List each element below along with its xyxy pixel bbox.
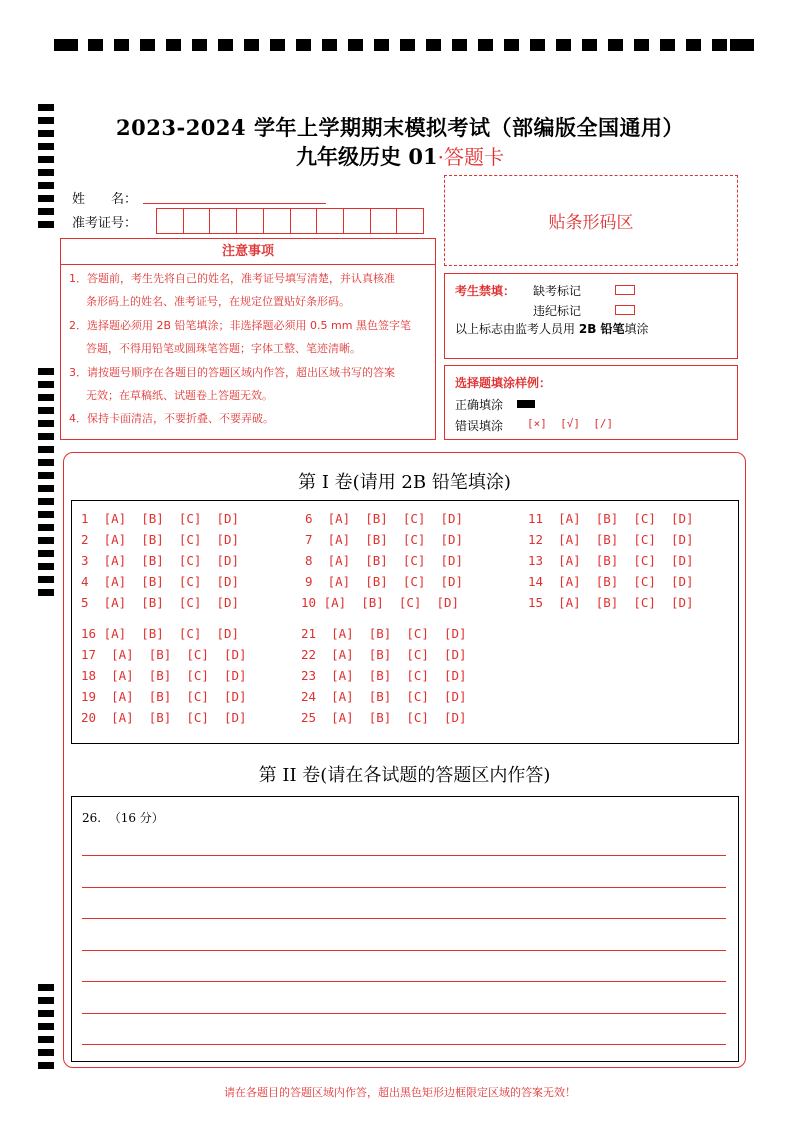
wrong-fill-label: 错误填涂: [455, 419, 504, 433]
violation-mark-label: 违纪标记: [533, 304, 582, 318]
mcq-row[interactable]: 5 [A] [B] [C] [D]: [81, 595, 240, 610]
mcq-row[interactable]: 4 [A] [B] [C] [D]: [81, 574, 240, 589]
mcq-row[interactable]: 16 [A] [B] [C] [D]: [81, 626, 240, 641]
mcq-row[interactable]: 8 [A] [B] [C] [D]: [305, 553, 464, 568]
forbid-label: 考生禁填：: [455, 284, 516, 298]
mcq-row[interactable]: 13 [A] [B] [C] [D]: [528, 553, 694, 568]
mcq-row[interactable]: 19 [A] [B] [C] [D]: [81, 689, 247, 704]
forbid-note-bold: 2B 铅笔: [578, 322, 625, 336]
answer-card-label: 答题卡: [443, 145, 504, 169]
answer-line[interactable]: [82, 950, 726, 951]
note-line: 2．选择题必须用 2B 铅笔填涂；非选择题必须用 0.5 mm 黑色签字笔: [69, 319, 411, 332]
fill-example-label: 选择题填涂样例：: [455, 376, 552, 390]
mcq-row[interactable]: 10 [A] [B] [C] [D]: [301, 595, 460, 610]
note-line: 4．保持卡面清洁，不要折叠、不要弄破。: [69, 412, 274, 425]
mcq-row[interactable]: 25 [A] [B] [C] [D]: [301, 710, 467, 725]
essay-answer-box[interactable]: [71, 796, 739, 1062]
mcq-row[interactable]: 21 [A] [B] [C] [D]: [301, 626, 467, 641]
barcode-area: [444, 175, 738, 266]
answer-line[interactable]: [82, 1044, 726, 1045]
fill-example-panel: [444, 365, 738, 440]
mcq-row[interactable]: 11 [A] [B] [C] [D]: [528, 511, 694, 526]
title-separator: ·: [437, 145, 444, 169]
note-line: 条形码上的姓名、准考证号，在规定位置贴好条形码。: [86, 295, 350, 308]
mcq-row[interactable]: 24 [A] [B] [C] [D]: [301, 689, 467, 704]
answer-line[interactable]: [82, 1013, 726, 1014]
part1-title: 第 I 卷(请用 2B 铅笔填涂): [298, 472, 511, 493]
exam-id-label: 准考证号：: [72, 216, 138, 231]
correct-fill-label: 正确填涂: [455, 398, 504, 412]
forbid-note-pre: 以上标志由监考人员用: [455, 322, 576, 336]
mcq-row[interactable]: 7 [A] [B] [C] [D]: [305, 532, 464, 547]
note-line: 无效；在草稿纸、试题卷上答题无效。: [86, 389, 273, 402]
answer-line[interactable]: [82, 918, 726, 919]
exam-id-boxes[interactable]: [156, 208, 424, 234]
mcq-row[interactable]: 12 [A] [B] [C] [D]: [528, 532, 694, 547]
mcq-row[interactable]: 17 [A] [B] [C] [D]: [81, 647, 247, 662]
answer-line[interactable]: [82, 981, 726, 982]
mcq-row[interactable]: 6 [A] [B] [C] [D]: [305, 511, 464, 526]
mcq-row[interactable]: 9 [A] [B] [C] [D]: [305, 574, 464, 589]
mcq-row[interactable]: 3 [A] [B] [C] [D]: [81, 553, 240, 568]
forbid-note-post: 填涂: [624, 322, 649, 336]
barcode-label: 贴条形码区: [548, 213, 634, 233]
part2-title: 第 II 卷(请在各试题的答题区内作答): [258, 765, 551, 786]
mcq-row[interactable]: 14 [A] [B] [C] [D]: [528, 574, 694, 589]
mcq-answer-box: [71, 500, 739, 744]
answer-line[interactable]: [82, 855, 726, 856]
absent-mark-label: 缺考标记: [533, 284, 582, 298]
mcq-row[interactable]: 22 [A] [B] [C] [D]: [301, 647, 467, 662]
exam-title: 2023-2024 学年上学期期末模拟考试（部编版全国通用）: [116, 115, 684, 140]
mcq-row[interactable]: 1 [A] [B] [C] [D]: [81, 511, 240, 526]
question-26-label: 26. （16 分）: [82, 811, 164, 825]
mcq-row[interactable]: 18 [A] [B] [C] [D]: [81, 668, 247, 683]
absent-mark-box[interactable]: [615, 285, 635, 295]
violation-mark-box[interactable]: [615, 305, 635, 315]
filled-example-icon: [517, 400, 535, 408]
footer-warning: 请在各题目的答题区域内作答，超出黑色矩形边框限定区域的答案无效！: [224, 1086, 576, 1099]
note-line: 3．请按题号顺序在各题目的答题区域内作答，超出区域书写的答案: [69, 366, 395, 379]
answer-line[interactable]: [82, 887, 726, 888]
mcq-row[interactable]: 15 [A] [B] [C] [D]: [528, 595, 694, 610]
examiner-only-panel: [444, 273, 738, 359]
note-line: 答题，不得用铅笔或圆珠笔答题；字体工整、笔迹清晰。: [86, 342, 361, 355]
mcq-row[interactable]: 23 [A] [B] [C] [D]: [301, 668, 467, 683]
notes-panel: [60, 238, 436, 440]
subject-label: 九年级历史 01: [296, 144, 438, 169]
wrong-fill-marks: [×] [√] [/]: [527, 417, 614, 430]
notes-header: 注意事项: [61, 239, 435, 265]
mcq-row[interactable]: 20 [A] [B] [C] [D]: [81, 710, 247, 725]
name-field[interactable]: [143, 203, 326, 204]
exam-subtitle: [0, 141, 800, 171]
name-label: 姓 名：: [72, 192, 138, 207]
note-line: 1．答题前，考生先将自己的姓名，准考证号填写清楚，并认真核准: [69, 272, 395, 285]
mcq-row[interactable]: 2 [A] [B] [C] [D]: [81, 532, 240, 547]
